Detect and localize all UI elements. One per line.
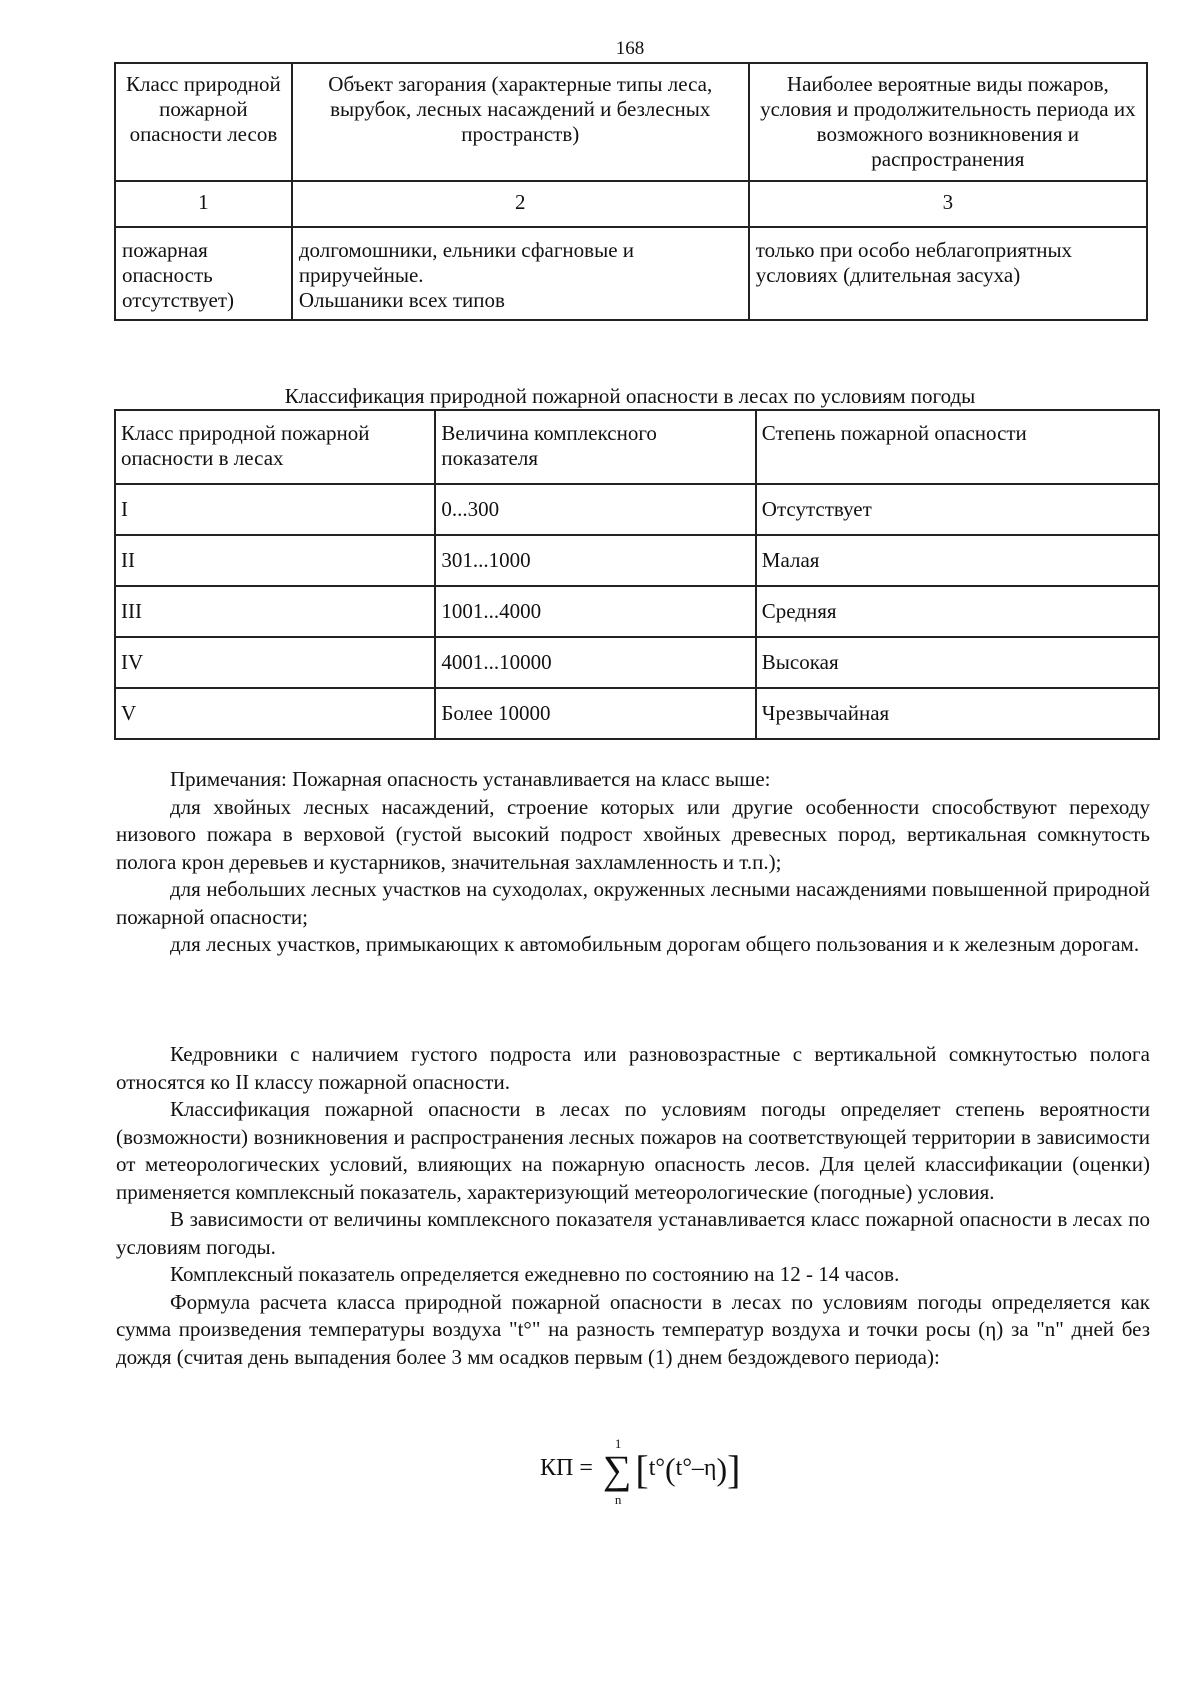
paragraph: В зависимости от величины комплексного показателя устанавливается класс пожарной опасности в лесах по условиям погоды. — [116, 1207, 1150, 1259]
formula-t: t° — [648, 1455, 665, 1482]
header-cell: Величина комплексного показателя — [435, 410, 755, 484]
bracket-close: ] — [727, 1447, 741, 1492]
fire-hazard-objects-table — [114, 62, 1148, 321]
cell-line: Ольшаники всех типов — [298, 288, 505, 312]
degree-cell: Высокая — [756, 637, 1159, 688]
table-cell: пожарная опасность отсутствует) — [115, 227, 292, 320]
table-header-row — [115, 410, 1159, 484]
column-number: 2 — [292, 181, 749, 227]
cell-line: долгомошники, ельники сфагновые и приручейные. — [298, 238, 635, 287]
sum-lower-limit: n — [614, 1492, 622, 1507]
header-cell: Наиболее вероятные виды пожаров, условия и продолжительность периода их возможного возникновения и распространения — [749, 63, 1147, 181]
column-number-row — [115, 181, 1147, 227]
degree-cell: Средняя — [756, 586, 1159, 637]
table-row — [115, 637, 1159, 688]
table-row — [115, 586, 1159, 637]
class-cell: V — [115, 688, 435, 739]
paragraph: Классификация пожарной опасности в лесах по условиям погоды определяет степень вероятности (возможности) возникновения и распространения лесных пожаров на соответствующей территории в зависимости от метеорологических условий, влияющих на пожарную опасность лесов. Для целей классификации (оценки) применяется комплексный показатель, характеризующий метеорологические (погодные) условия. — [116, 1097, 1150, 1204]
formula-lhs: КП — [540, 1455, 574, 1482]
value-cell: 0...300 — [435, 484, 755, 535]
bracket-open: [ — [635, 1447, 649, 1492]
column-number: 3 — [749, 181, 1147, 227]
table-row — [115, 484, 1159, 535]
table-caption: Классификация природной пожарной опасности в лесах по условиям погоды — [284, 384, 976, 408]
body-text — [116, 1041, 1150, 1371]
paren-open: ( — [665, 1451, 676, 1487]
paragraph: Формула расчета класса природной пожарной опасности в лесах по условиям погоды определяется как сумма произведения температуры воздуха "t°" на разность температур воздуха и точки росы (η) за "n" дней без дождя (считая день выпадения более 3 мм осадков первым (1) днем бездождевого периода): — [116, 1289, 1150, 1369]
class-cell: I — [115, 484, 435, 535]
column-number: 1 — [115, 181, 292, 227]
sum-upper-limit: 1 — [614, 1436, 622, 1451]
class-cell: IV — [115, 637, 435, 688]
table-row — [115, 227, 1147, 320]
formula-equals: = — [579, 1455, 593, 1482]
note-item: для лесных участков, примыкающих к автомобильным дорогам общего пользования и к железным дорогам. — [170, 932, 1140, 956]
paragraph: Комплексный показатель определяется ежедневно по состоянию на 12 - 14 часов. — [170, 1262, 900, 1286]
kp-formula — [540, 1436, 741, 1507]
value-cell: 1001...4000 — [435, 586, 755, 637]
header-cell: Объект загорания (характерные типы леса, вырубок, лесных насаждений и безлесных пространств) — [292, 63, 749, 181]
notes-heading: Примечания: Пожарная опасность устанавливается на класс выше: — [170, 767, 771, 791]
paren-close: ) — [716, 1451, 728, 1487]
degree-cell: Малая — [756, 535, 1159, 586]
class-cell: II — [115, 535, 435, 586]
note-item: для небольших лесных участков на суходолах, окруженных лесными насаждениями повышенной природной пожарной опасности; — [116, 877, 1150, 929]
value-cell: Более 10000 — [435, 688, 755, 739]
header-cell: Класс природной пожарной опасности лесов — [115, 63, 292, 181]
table-cell — [292, 227, 749, 320]
table-row — [115, 535, 1159, 586]
weather-fire-classification-table — [114, 409, 1160, 740]
paragraph: Кедровники с наличием густого подроста или разновозрастные с вертикальной сомкнутостью полога относятся ко II классу пожарной опасности. — [116, 1042, 1150, 1094]
notes-block — [116, 766, 1150, 959]
header-cell: Степень пожарной опасности — [756, 410, 1159, 484]
degree-cell: Чрезвычайная — [756, 688, 1159, 739]
table-cell: только при особо неблагоприятных условиях (длительная засуха) — [749, 227, 1147, 320]
formula-minus: – — [691, 1455, 704, 1482]
value-cell: 301...1000 — [435, 535, 755, 586]
page-number: 168 — [615, 38, 645, 59]
value-cell: 4001...10000 — [435, 637, 755, 688]
header-cell: Класс природной пожарной опасности в лесах — [115, 410, 435, 484]
formula-t: t° — [675, 1455, 692, 1482]
degree-cell: Отсутствует — [756, 484, 1159, 535]
sum-symbol: ∑ 1 n — [602, 1436, 632, 1507]
class-cell: III — [115, 586, 435, 637]
note-item: для хвойных лесных насаждений, строение которых или другие особенности способствуют переходу низового пожара в верховой (густой высокий подрост хвойных древесных пород, вертикальная сомкнутость полога крон деревьев и кустарников, значительная захламленность и т.п.); — [116, 794, 1150, 874]
table-header-row — [115, 63, 1147, 181]
table-row — [115, 688, 1159, 739]
formula-eta: η — [703, 1455, 717, 1482]
